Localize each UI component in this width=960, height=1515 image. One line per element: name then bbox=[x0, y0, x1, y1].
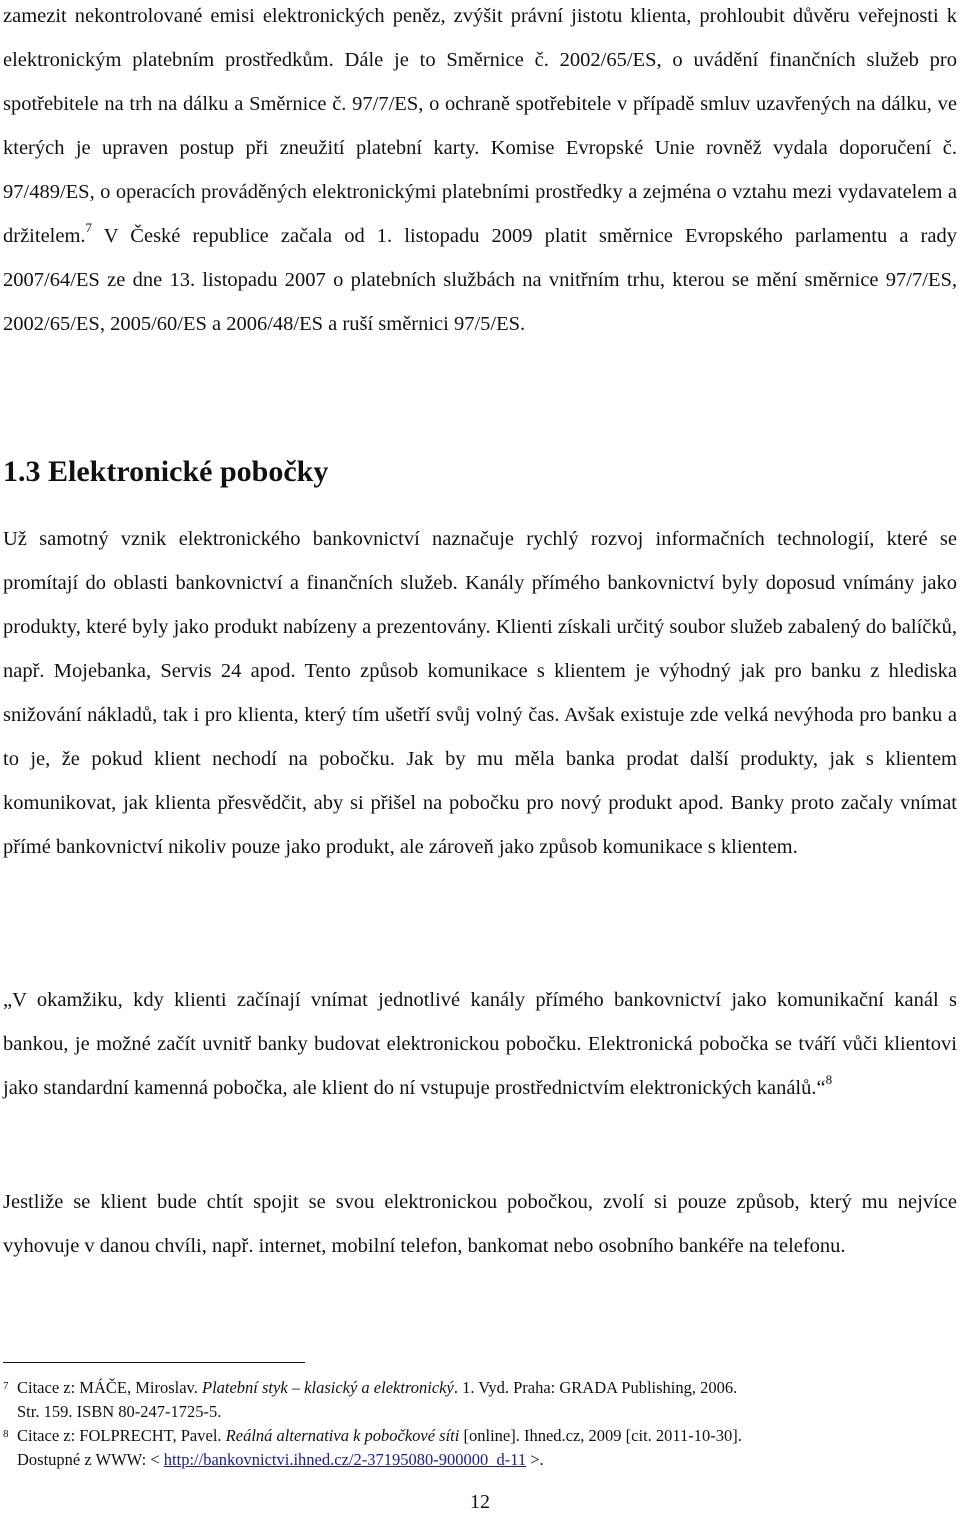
footnote-7-title: Platební styk – klasický a elektronický bbox=[201, 1378, 454, 1397]
footnote-7 bbox=[3, 1376, 957, 1424]
footnote-ref-7[interactable]: 7 bbox=[85, 220, 93, 236]
paragraph-eu-directives bbox=[3, 0, 957, 346]
footnote-7-author: Citace z: MÁČE, Miroslav. bbox=[17, 1378, 202, 1397]
paragraph-electronic-banking: Už samotný vznik elektronického bankovnictví naznačuje rychlý rozvoj informačních technologií, které se promítají do oblasti bankovnictví a finančních služeb. Kanály přímého bankovnictví byly doposud vnímány jako produkty, které byly jako produkt nabízeny a prezentovány. Klienti získali určitý soubor služeb zabalený do balíčků, např. Mojebanka, Servis 24 apod. Tento způsob komunikace s klientem je výhodný jak pro banku z hlediska snižování nákladů, tak i pro klienta, který tím ušetří svůj volný čas. Avšak existuje zde velká nevýhoda pro banku a to je, že pokud klient nechodí na pobočku. Jak by mu měla banka prodat další produkty, jak s klientem komunikovat, jak klienta přesvědčit, aby si přišel na pobočku pro nový produkt apod. Banky proto začaly vnímat přímé bankovnictví nikoliv pouze jako produkt, ale zároveň jako způsob komunikace s klientem. bbox=[3, 528, 957, 858]
section-heading: 1.3 Elektronické pobočky bbox=[3, 455, 329, 488]
footnote-separator bbox=[3, 1362, 305, 1363]
footnote-8-link[interactable]: http://bankovnictvi.ihned.cz/2-37195080-900000_d-11 bbox=[163, 1450, 527, 1469]
footnote-8-publication: [online]. Ihned.cz, 2009 [cit. 2011-10-30]. bbox=[459, 1426, 742, 1445]
footnote-8-title: Reálná alternativa k pobočkové síti bbox=[225, 1426, 460, 1445]
footnote-8-link-end: >. bbox=[526, 1450, 544, 1469]
quote-text: „V okamžiku, kdy klienti začínají vnímat jednotlivé kanály přímého bankovnictví jako komunikační kanál s bankou, je možné začít uvnitř banky budovat elektronickou pobočku. Elektronická pobočka se tváří vůči klientovi jako standardní kamenná pobočka, ale klient do ní vstupuje prostřednictvím elektronických kanálů.“ bbox=[3, 989, 957, 1099]
page-number: 12 bbox=[470, 1491, 490, 1513]
footnote-7-isbn: Str. 159. ISBN 80-247-1725-5. bbox=[17, 1402, 222, 1421]
paragraph-1-text: zamezit nekontrolované emisi elektronických peněz, zvýšit právní jistotu klienta, prohloubit důvěru veřejnosti k elektronickým platebním prostředkům. Dále je to Směrnice č. 2002/65/ES, o uvádění finančních služeb pro spotřebitele na trh na dálku a Směrnice č. 97/7/ES, o ochraně spotřebitele v případě smluv uzavřených na dálku, ve kterých je upraven postup při zneužití platební karty. Komise Evropské Unie rovněž vydala doporučení č. 97/489/ES, o operacích prováděných elektronickými platebními prostředky a zejména o vztahu mezi vydavatelem a držitelem. bbox=[3, 5, 957, 247]
footnote-8 bbox=[3, 1424, 957, 1472]
paragraph-quote bbox=[3, 978, 957, 1110]
footnote-8-number: 8 bbox=[3, 1428, 9, 1440]
paragraph-client-choice: Jestliže se klient bude chtít spojit se svou elektronickou pobočkou, zvolí si pouze způsob, který mu nejvíce vyhovuje v danou chvíli, např. internet, mobilní telefon, bankomat nebo osobního bankéře na telefonu. bbox=[3, 1191, 957, 1257]
footnote-7-publication: . 1. Vyd. Praha: GRADA Publishing, 2006. bbox=[453, 1378, 738, 1397]
footnote-8-author: Citace z: FOLPRECHT, Pavel. bbox=[17, 1426, 226, 1445]
footnote-7-number: 7 bbox=[3, 1380, 9, 1392]
footnote-ref-8[interactable]: 8 bbox=[825, 1072, 833, 1088]
paragraph-1-continuation: V České republice začala od 1. listopadu 2009 platit směrnice Evropského parlamentu a rady 2007/64/ES ze dne 13. listopadu 2007 o platebních službách na vnitřním trhu, kterou se mění směrnice 97/7/ES, 2002/65/ES, 2005/60/ES a 2006/48/ES a ruší směrnici 97/5/ES. bbox=[3, 225, 957, 335]
footnote-8-available-label: Dostupné z WWW: < bbox=[17, 1450, 164, 1469]
